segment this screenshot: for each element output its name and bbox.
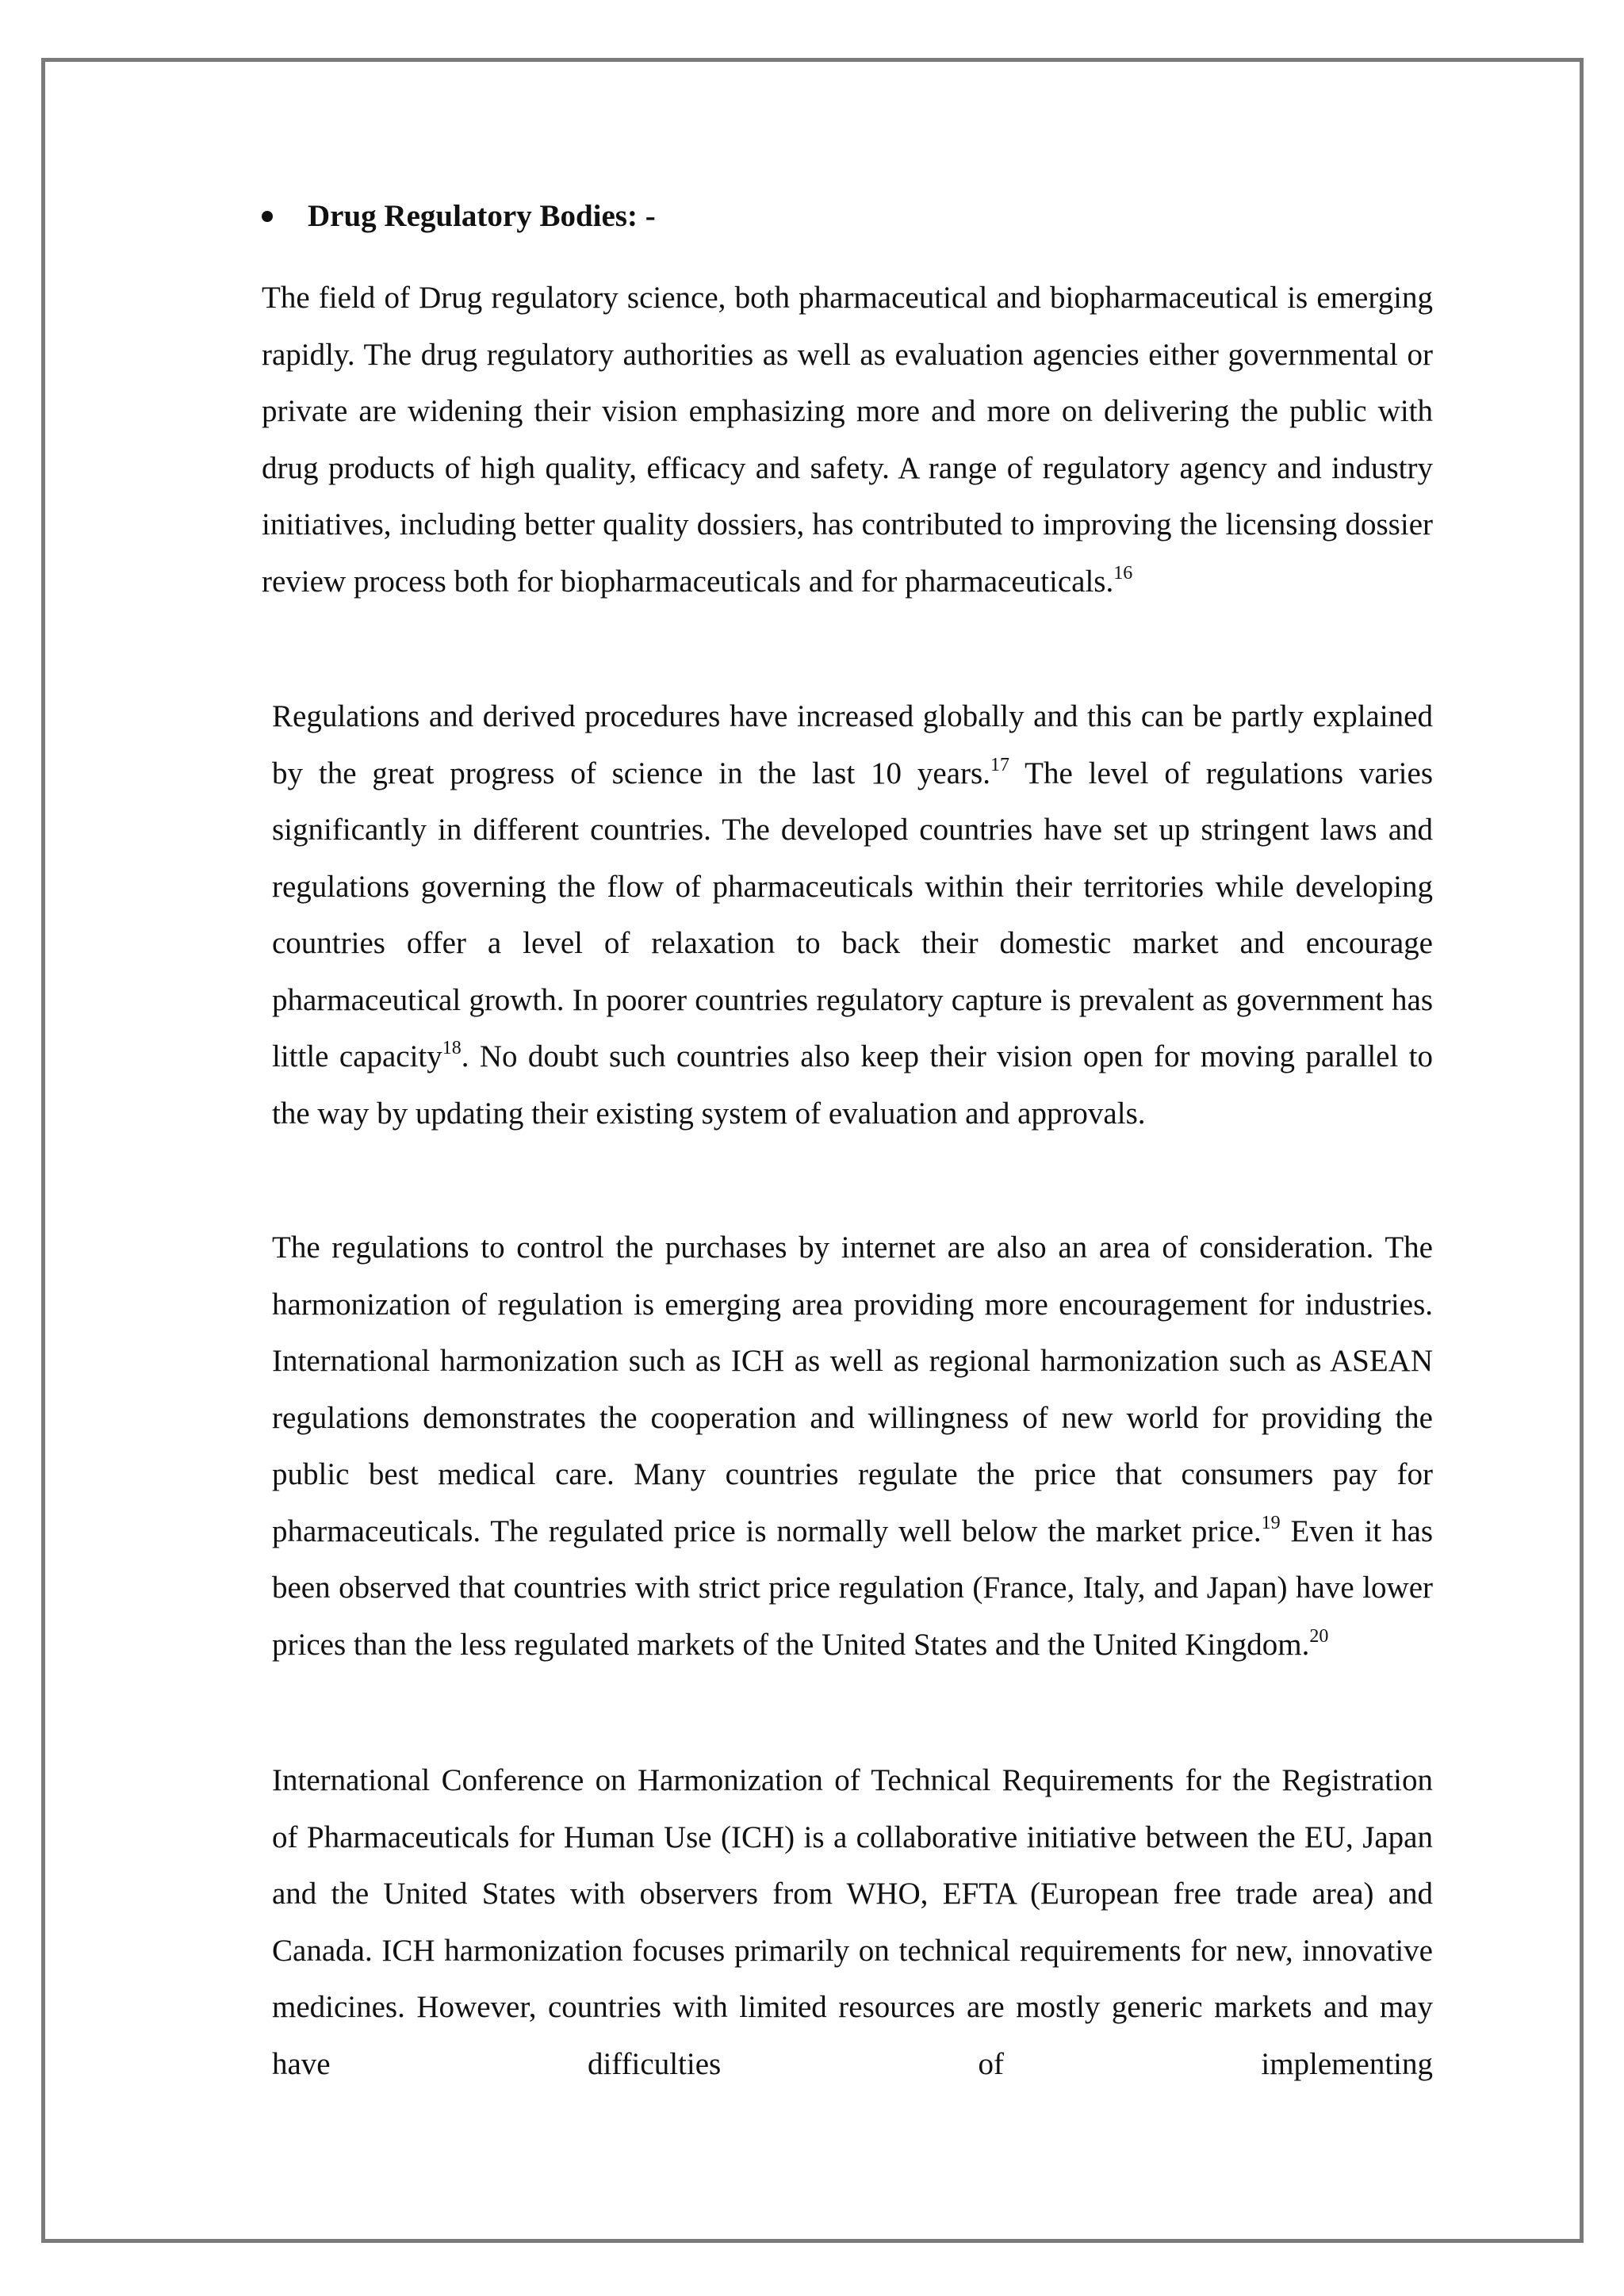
footnote-ref-20: 20	[1309, 1625, 1329, 1647]
paragraph-2	[272, 688, 1433, 1142]
section-heading	[259, 198, 656, 234]
paragraph-4	[272, 1752, 1433, 2092]
footnote-ref-19: 19	[1261, 1512, 1281, 1533]
footnote-ref-16: 16	[1113, 562, 1133, 584]
bullet-icon	[262, 211, 273, 222]
paragraph-3	[272, 1219, 1433, 1673]
footnote-ref-17: 17	[990, 754, 1009, 775]
paragraph-2-text-b: The level of regulations varies significantly in different countries. The developed countries have set up stringent laws and regulations governing the flow of pharmaceuticals within their territories while developing countries offer a level of relaxation to back their domestic market and encourage pharmaceutical growth. In poorer countries regulatory capture is prevalent as government has little capacity	[272, 756, 1433, 1073]
paragraph-3-text-a: The regulations to control the purchases by internet are also an area of consideration. The harmonization of regulation is emerging area providing more encouragement for industries. International harmonization such as ICH as well as regional harmonization such as ASEAN regulations demonstrates the cooperation and willingness of new world for providing the public best medical care. Many countries regulate the price that consumers pay for pharmaceuticals. The regulated price is normally well below the market price.	[272, 1230, 1433, 1548]
paragraph-3-text-b: Even it has been observed that countries with strict price regulation (France, Italy, and Japan) have lower prices than the less regulated markets of the United States and the United Kingdom.	[272, 1513, 1433, 1662]
paragraph-2-text-c: . No doubt such countries also keep their vision open for moving parallel to the way by updating their existing system of evaluation and approvals.	[272, 1039, 1433, 1131]
paragraph-2-text-a: Regulations and derived procedures have increased globally and this can be partly explained by the great progress of science in the last 10 years.	[272, 699, 1433, 790]
footnote-ref-18: 18	[442, 1038, 462, 1058]
heading-text: Drug Regulatory Bodies: -	[308, 199, 656, 233]
paragraph-1-text: The field of Drug regulatory science, both pharmaceutical and biopharmaceutical is emerging rapidly. The drug regulatory authorities as well as evaluation agencies either governmental or private are widening their vision emphasizing more and more on delivering the public with drug products of high quality, efficacy and safety. A range of regulatory agency and industry initiatives, including better quality dossiers, has contributed to improving the licensing dossier review process both for biopharmaceuticals and for pharmaceuticals.	[262, 281, 1433, 599]
paragraph-1	[262, 270, 1433, 610]
paragraph-4-text: International Conference on Harmonization of Technical Requirements for the Registration of Pharmaceuticals for Human Use (ICH) is a collaborative initiative between the EU, Japan and the United States with observers from WHO, EFTA (European free trade area) and Canada. ICH harmonization focuses primarily on technical requirements for new, innovative medicines. However, countries with limited resources are mostly generic markets and may have difficulties of implementing	[272, 1763, 1433, 2081]
